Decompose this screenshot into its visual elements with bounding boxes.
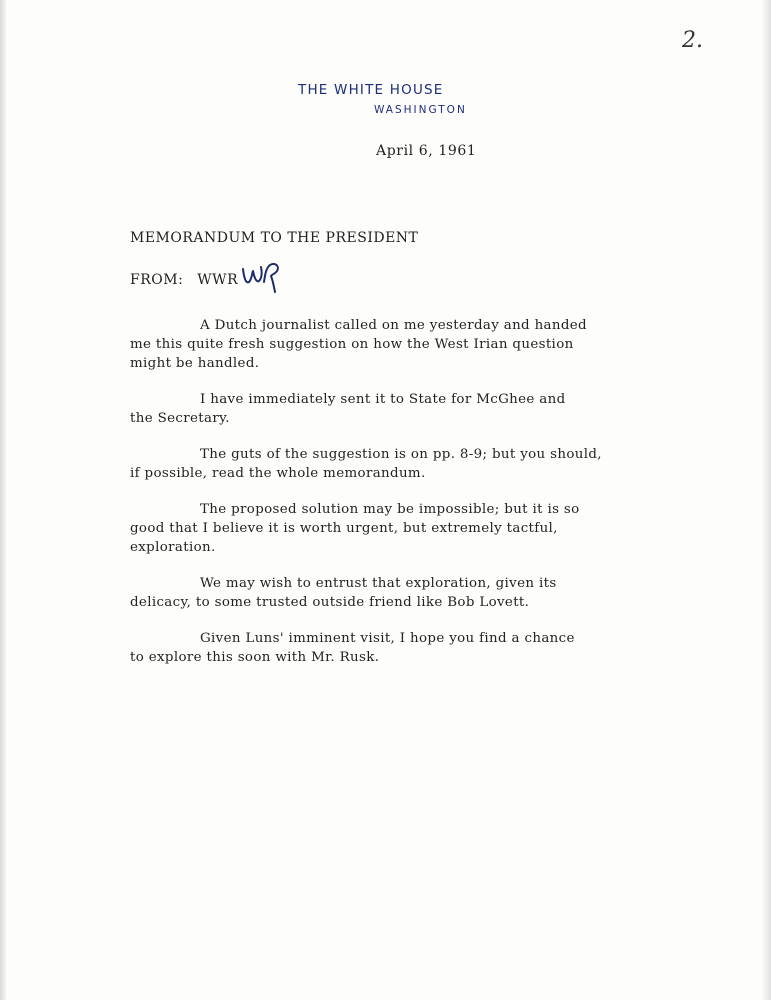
memo-paragraph [130,500,650,557]
text-line: Given Luns' imminent visit, I hope you find a chance [200,631,575,646]
text-line: delicacy, to some trusted outside friend like Bob Lovett. [130,595,530,610]
memo-paragraph [130,316,650,373]
text-line: A Dutch journalist called on me yesterday and handed [200,318,587,333]
text-line: might be handled. [130,356,260,371]
memo-paragraph [130,445,650,483]
text-line: The guts of the suggestion is on pp. 8-9; but you should, [200,447,602,462]
from-value: WWR [197,272,239,288]
memo-paragraph [130,390,650,428]
letterhead-city: WASHINGTON [374,104,467,116]
text-line: if possible, read the whole memorandum. [130,466,426,481]
scan-edge-left [0,0,6,1000]
memo-recipient: MEMORANDUM TO THE PRESIDENT [130,230,419,246]
handwritten-page-number: 2. [682,28,703,53]
text-line: the Secretary. [130,411,230,426]
text-line: I have immediately sent it to State for McGhee and [200,392,566,407]
text-line: good that I believe it is worth urgent, but extremely tactful, [130,521,558,536]
text-line: exploration. [130,540,216,555]
letterhead-organization: THE WHITE HOUSE [298,82,444,98]
memo-date: April 6, 1961 [376,143,477,159]
memo-paragraph [130,574,650,612]
scan-edge-right [761,0,771,1000]
text-line: We may wish to entrust that exploration, given its [200,576,557,591]
from-line [130,266,284,294]
from-label: FROM: [130,272,184,288]
text-line: The proposed solution may be impossible; but it is so [200,502,580,517]
memo-body [130,316,650,684]
text-line: me this quite fresh suggestion on how the West Irian question [130,337,574,352]
memo-paragraph [130,629,650,667]
handwritten-initials-signature [240,260,284,294]
text-line: to explore this soon with Mr. Rusk. [130,650,380,665]
